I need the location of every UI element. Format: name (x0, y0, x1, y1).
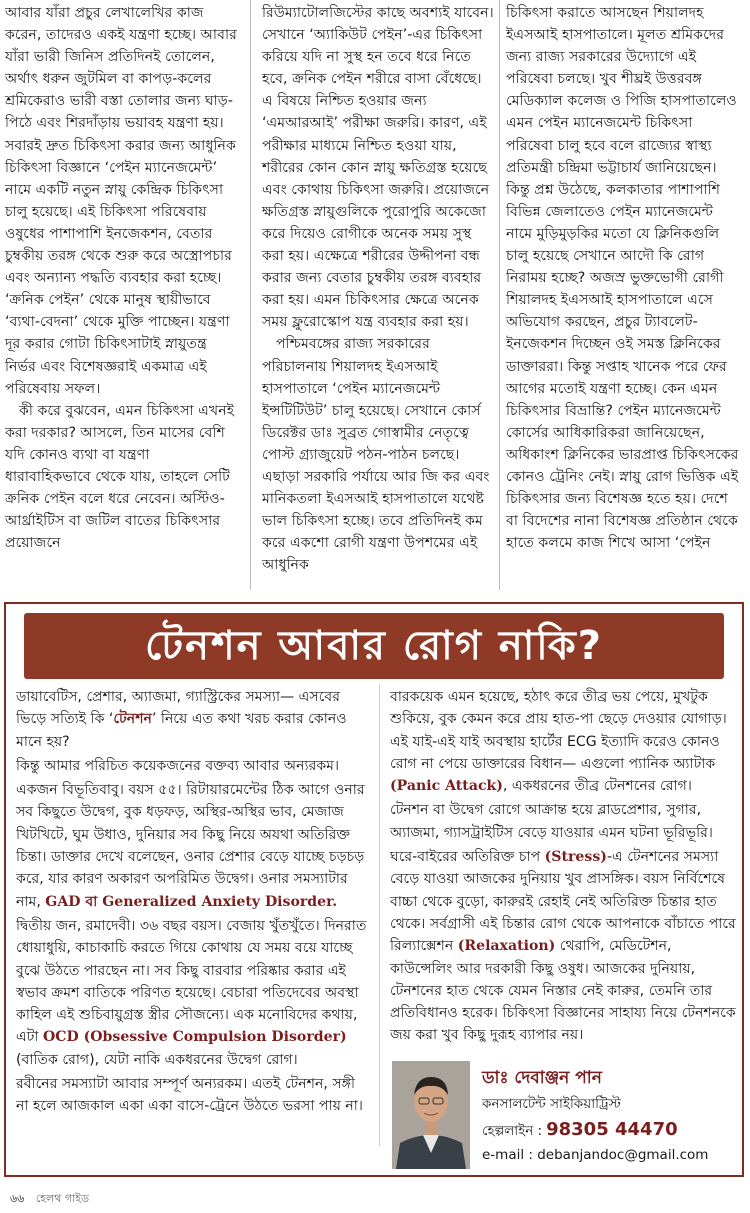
box-column-right (390, 686, 738, 1049)
paragraph (16, 915, 370, 1071)
paragraph: টেনশন বা উদ্বেগ রোগে আক্রান্ত হয়ে ব্লাডপ্রেশার, সুগার, অ্যাজমা, গ্যাসট্রাইটিস বেড়ে যাওয়ার এমন ঘটনা ভূরিভূরি। (390, 802, 713, 841)
box-banner (24, 613, 724, 679)
text: -এ টেনশনের সমস্যা বেড়ে যাওয়া আজকের দুনিয়ায় খুব প্রাসঙ্গিক। বয়স নির্বিশেষে বাচ্চা থেকে বুড়ো, কারুরই রেহাই নেই অতিরিক্ত চিন্তার হাত থেকে। সর্বগ্রাসী এই চিন্তার রোগ থেকে আপনাকে বাঁচাতে পারে রিল্যাক্সেশন (390, 849, 736, 955)
author-block (392, 1061, 738, 1171)
text: ’ নিয়ে এত কথা খরচ করার কোনও মানে হয়? (16, 711, 347, 750)
box-column-left (16, 686, 370, 1120)
paragraph: আবার যাঁরা প্রচুর লেখালেখির কাজ করেন, তাদেরও একই যন্ত্রণা হচ্ছে। আবার যাঁরা ভারী জিনিস প্রতিদিনই তোলেন, অর্থাৎ ধরুন জুটমিল বা কাপড়-কলের শ্রমিকেরাও ভারী বস্তা তোলার জন্য ঘাড়-পিঠে এবং শিরদাঁড়ায় ভয়াবহ যন্ত্রণা হয়। সবারই দ্রুত চিকিৎসা করার জন্য আধুনিক চিকিৎসা বিজ্ঞানে ‘পেইন ম্যানেজমেন্ট’ নামে একটি নতুন স্নায়ু কেন্দ্রিক চিকিৎসা চালু হয়েছে। এই চিকিৎসা পরিষেবায় ওষুধের পাশাপাশি ইনজেকশন, বেতার চুম্বকীয় তরঙ্গ থেকে শুরু করে অস্ত্রোপচার এবং অন্যান্য পদ্ধতি ব্যবহার করা হচ্ছে। ‘ক্রনিক পেইন’ থেকে মানুষ স্থায়ীভাবে ‘ব্যথা-বেদনা’ থেকে মুক্তি পাচ্ছেন। যন্ত্রণা দূর করার গোটা চিকিৎসাটাই স্নায়ুতন্ত্র নির্ভর এবং বিশেষজ্ঞরাই একমাত্র এই পরিষেবায় সফল। (5, 5, 237, 397)
page-number: ৬৬ (10, 1192, 25, 1205)
text: ঘরে-বাইরের অতিরিক্ত চাপ (390, 849, 545, 866)
text: দ্বিতীয় জন, রমাদেবী। ৩৬ বছর বয়স। বেজায় খুঁতখুঁতে। দিনরাত ধোয়াধুয়ি, কাচাকাচি করতে গিয়ে কোথায় যে সময় বয়ে যাচ্ছে বুঝে উঠতে পারছেন না। সব কিছু বারবার পরিষ্কার করার এই স্বভাব ক্রমশ বাতিকে পরিণত হয়েছে। বেচারা পতিদেবের অবস্থা কাহিল এই শুচিবায়ুগ্রস্ত স্ত্রীর সৌজন্যে। এক মনোবিদের কথায়, এটা (16, 917, 367, 1046)
highlight-term: (Stress) (544, 849, 607, 866)
column-1 (5, 2, 238, 554)
text: বারকয়েক এমন হয়েছে, হঠাৎ করে তীব্র ভয় পেয়ে, মুখটুক শুকিয়ে, বুক কেমন করে প্রায় হাত-পা ছেড়ে দেওয়ার যোগাড়। এই যাই-এই যাই অবস্থায় হার্টের ECG ইত্যাদি করেও কোনও রোগ না পেয়ে ডাক্তারের বিধান— এগুলো প্যানিক অ্যাটাক (390, 689, 727, 772)
author-name: ডাঃ দেবাঞ্জন পান (482, 1068, 602, 1088)
column-divider (499, 0, 500, 590)
paragraph: রবীনের সমস্যাটা আবার সম্পূর্ণ অন্যরকম। এতই টেনশন, সঙ্গী না হলে আজকাল একা একা বাসে-ট্রেনে উঠতে ভরসা পায় না। (16, 1076, 363, 1115)
author-role: কনসালটেন্ট সাইকিয়াট্রিস্ট (482, 1096, 621, 1112)
paragraph (390, 686, 738, 797)
highlight-term: GAD বা Generalized Anxiety Disorder (45, 893, 333, 910)
paragraph (16, 686, 370, 753)
magazine-title: হেলথ গাইড (35, 1192, 90, 1205)
column-divider (250, 0, 251, 590)
column-2 (262, 2, 495, 576)
helpline (482, 1119, 678, 1143)
author-photo-icon (392, 1061, 470, 1169)
paragraph: কিন্তু আমার পরিচিত কয়েকজনের বক্তব্য আবার অন্যরকম। (16, 757, 340, 774)
helpline-label: হেল্পলাইন : (482, 1123, 543, 1139)
highlight-term: (Panic Attack) (390, 778, 503, 795)
highlight-term: (Relaxation) (457, 938, 556, 955)
tension-box (4, 602, 744, 1177)
text: . (332, 893, 338, 910)
box-divider (379, 684, 380, 1146)
paragraph: কী করে বুঝবেন, এমন চিকিৎসা এখনই করা দরকার? আসলে, তিন মাসের বেশি যদি কোনও ব্যথা বা যন্ত্রণা ধারাবাহিকভাবে থেকে যায়, তাহলে সেটি ক্রনিক পেইন বলে ধরে নেবেন। অস্টিও-আর্থ্রাইটিস বা জটিল বাতের চিকিৎসার প্রয়োজনে (5, 402, 235, 552)
text: ডায়াবেটিস, প্রেশার, অ্যাজমা, গ্যাস্ট্রিকের সমস্যা— এসবের ভিড়ে সত্যিই কি ‘ (16, 689, 340, 728)
paragraph: রিউম্যাটোলজিস্টের কাছে অবশ্যই যাবেন। সেখানে ‘অ্যাকিউট পেইন’-এর চিকিৎসা করিয়ে যদি না সুস্থ হন তবে ধরে নিতে হবে, ক্রনিক পেইন শরীরে বাসা বেঁধেছে। এ বিষয়ে নিশ্চিত হওয়ার জন্য ‘এমআরআই’ পরীক্ষা জরুরি। কারণ, এই পরীক্ষার মাধ্যমে নিশ্চিত হওয়া যায়, শরীরের কোন কোন স্নায়ু ক্ষতিগ্রস্ত হয়েছে এবং কোথায় চিকিৎসা জরুরি। প্রয়োজনে ক্ষতিগ্রস্ত স্নায়ুগুলিকে পুরোপুরি অকেজো করে দিয়েও রোগীকে অনেক সময় সুস্থ করা হয়। এক্ষেত্রে শরীরের উদ্দীপনা বন্ধ করার জন্য বেতার চুম্বকীয় তরঙ্গ ব্যবহার করা হয়। এমন চিকিৎসার ক্ষেত্রে অনেক সময় ফ্লুরোস্কোপ যন্ত্র ব্যবহার করা হয়। (262, 5, 494, 331)
paragraph: পশ্চিমবঙ্গের রাজ্য সরকারের পরিচালনায় শিয়ালদহ ইএসআই হাসপাতালে ‘পেইন ম্যানেজমেন্ট ইন্সটিটিউট’ চালু হয়েছে। সেখানে কোর্স ডিরেক্টর ডাঃ সুব্রত গোস্বামীর নেতৃত্বে পোস্ট গ্র্যাজুয়েট পঠন-পাঠন চলছে। এছাড়া সরকারি পর্যায়ে আর জি কর এবং মানিকতলা ইএসআই হাসপাতালে যথেষ্ট ভাল চিকিৎসা হচ্ছে। তবে প্রতিদিনই কম করে একশো রোগী যন্ত্রণা উপশমের এই আধুনিক (262, 336, 490, 574)
helpline-number: 98305 44470 (546, 1119, 678, 1140)
article-columns (0, 0, 750, 592)
paragraph (16, 779, 370, 913)
paragraph: চিকিৎসা করাতে আসছেন শিয়ালদহ ইএসআই হাসপাতালে। মূলত শ্রমিকদের জন্য রাজ্য সরকারের উদ্যোগে এই পরিষেবা চলছে। খুব শীঘ্রই উত্তরবঙ্গ মেডিক্যাল কলেজ ও পিজি হাসপাতালেও এমন পেইন ম্যানেজমেন্ট চিকিৎসা পরিষেবা চালু হবে বলে রাজ্যের স্বাস্থ্য প্রতিমন্ত্রী চন্দ্রিমা ভট্টাচার্য জানিয়েছেন। কিন্তু প্রশ্ন উঠেছে, কলকাতার পাশাপাশি বিভিন্ন জেলাতেও পেইন ম্যানেজমেন্ট নামে মুড়িমুড়কির মতো যে ক্লিনিকগুলি চালু হয়েছে সেখানে আদৌ কি রোগ নিরাময় হচ্ছে? অজস্র ভুক্তভোগী রোগী শিয়ালদহ ইএসআই হাসপাতালে এসে অভিযোগ করছেন, প্রচুর ট্যাবলেট-ইনজেকশন দিচ্ছেন ওই সমস্ত ক্লিনিকের ডাক্তাররা। কিন্তু সপ্তাহ খানেক পরে ফের আগের মতোই যন্ত্রণা হচ্ছে। কেন এমন চিকিৎসার বিভ্রান্তি? পেইন ম্যানেজমেন্ট কোর্সের আধিকারিকরা জানিয়েছেন, অধিকাংশ ক্লিনিকের ভারপ্রাপ্ত চিকিৎসকের কোনও ট্রেনিং নেই। স্নায়ু রোগ ভিত্তিক এই চিকিৎসার জন্য বিশেষজ্ঞ হতে হয়। দেশে বা বিদেশের নানা বিশেষজ্ঞ প্রতিষ্ঠান থেকে হাতে কলমে কাজ শিখে আসা ‘পেইন (506, 5, 739, 552)
text: , একধরনের তীব্র টেনশনের রোগ। (502, 778, 692, 795)
text: একজন বিভূতিবাবু। বয়স ৫৫। রিটায়ারমেন্টের ঠিক আগে ওনার সব কিছুতে উদ্বেগ, বুক ধড়ফড়, অস্থির-অস্থির ভাব, মেজাজ খিটখিটে, ঘুম উধাও, দুনিয়ার সব কিছু নিয়ে অযথা অতিরিক্ত চিন্তা। ডাক্তার দেখে বলেছেন, ওনার প্রেশার বেড়ে যাচ্ছে চড়চড় করে, যার কারণ অকারণ অপরিমিত উদ্বেগ। ওনার সমস্যাটার নাম, (16, 782, 365, 910)
text: (বাতিক রোগ), যেটা নাকি একধরনের উদ্বেগ রোগ। (16, 1051, 298, 1068)
highlight-term: টেনশন (113, 711, 152, 728)
column-3 (506, 2, 742, 554)
highlight-term: OCD (Obsessive Compulsion Disorder) (42, 1029, 347, 1046)
box-title: টেনশন আবার রোগ নাকি? (145, 623, 603, 669)
text: থেরাপি, মেডিটেশন, কাউন্সেলিং আর দরকারী কিছু ওষুধ। আজকের দুনিয়ায়, টেনশনের হাত থেকে যেমন নিস্তার নেই কারুর, তেমনি তার প্রতিবিধানও হরেক। চিকিৎসা বিজ্ঞানের সাহায্য নিয়ে টেনশনকে জয় করা খুব কিছু দুরূহ ব্যাপার নয়। (390, 938, 736, 1044)
author-email: e-mail : debanjandoc@gmail.com (482, 1147, 709, 1163)
page-footer (10, 1190, 89, 1209)
paragraph (390, 846, 738, 1047)
